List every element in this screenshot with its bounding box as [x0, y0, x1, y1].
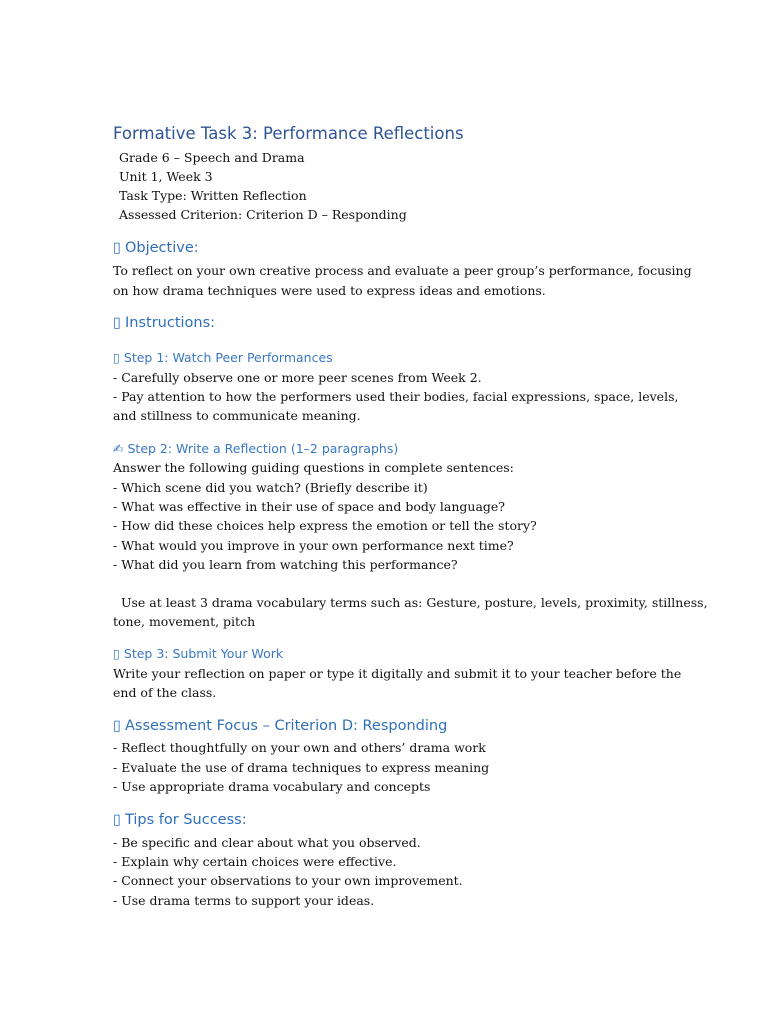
step2-line: - Which scene did you watch? (Briefly describe it): [113, 480, 428, 495]
step1-heading: [113, 350, 333, 365]
tips-icon: ▯: [113, 812, 121, 828]
writing-hand-icon: ✍: [113, 441, 124, 456]
step3-heading-text: Step 3: Submit Your Work: [123, 646, 284, 661]
task-type-line: Task Type: Written Reflection: [119, 188, 307, 203]
unit-line: Unit 1, Week 3: [119, 169, 213, 184]
step2-heading: [113, 441, 398, 456]
grade-line: Grade 6 – Speech and Drama: [119, 150, 305, 165]
step2-line: - What would you improve in your own performance next time?: [113, 538, 514, 553]
objective-icon: ▯: [113, 240, 121, 256]
objective-line: To reflect on your own creative process and evaluate a peer group’s performance, focusing: [113, 263, 692, 278]
assessment-icon: ▯: [113, 718, 121, 734]
assessment-line: - Use appropriate drama vocabulary and concepts: [113, 779, 431, 794]
objective-heading: [113, 240, 199, 256]
vocab-line: tone, movement, pitch: [113, 614, 256, 629]
assessment-heading: [113, 718, 447, 734]
instructions-heading: [113, 315, 215, 331]
step3-heading: [113, 646, 283, 661]
step2-line: - How did these choices help express the emotion or tell the story?: [113, 518, 537, 533]
document-title: Formative Task 3: Performance Reflections: [113, 124, 464, 143]
tips-heading-text: Tips for Success:: [124, 812, 247, 828]
step2-heading-text: Step 2: Write a Reflection (1–2 paragraphs): [127, 441, 399, 456]
instructions-heading-text: Instructions:: [124, 315, 216, 331]
assessment-line: - Reflect thoughtfully on your own and others’ drama work: [113, 740, 486, 755]
assessment-heading-text: Assessment Focus – Criterion D: Responding: [124, 718, 448, 734]
step2-line: - What was effective in their use of space and body language?: [113, 499, 506, 514]
instructions-icon: ▯: [113, 315, 121, 331]
objective-line: on how drama techniques were used to express ideas and emotions.: [113, 283, 546, 298]
tips-line: - Be specific and clear about what you observed.: [113, 835, 421, 850]
tips-line: - Connect your observations to your own improvement.: [113, 873, 463, 888]
vocab-line: Use at least 3 drama vocabulary terms such as: Gesture, posture, levels, proximity, stillness,: [113, 595, 708, 610]
step3-line: end of the class.: [113, 685, 217, 700]
step3-line: Write your reflection on paper or type it digitally and submit it to your teacher before the: [113, 666, 682, 681]
objective-heading-text: Objective:: [124, 240, 199, 256]
step1-line: - Carefully observe one or more peer scenes from Week 2.: [113, 370, 482, 385]
step2-line: Answer the following guiding questions in complete sentences:: [113, 460, 514, 475]
step1-line: - Pay attention to how the performers used their bodies, facial expressions, space, levels,: [113, 389, 679, 404]
tips-heading: [113, 812, 247, 828]
step3-icon: ▯: [113, 646, 120, 661]
step2-line: - What did you learn from watching this performance?: [113, 557, 458, 572]
step1-icon: ▯: [113, 350, 120, 365]
step1-line: and stillness to communicate meaning.: [113, 408, 361, 423]
assessment-line: - Evaluate the use of drama techniques to express meaning: [113, 760, 490, 775]
tips-line: - Use drama terms to support your ideas.: [113, 893, 375, 908]
step1-heading-text: Step 1: Watch Peer Performances: [123, 350, 333, 365]
tips-line: - Explain why certain choices were effective.: [113, 854, 397, 869]
criterion-line: Assessed Criterion: Criterion D – Responding: [119, 207, 407, 222]
